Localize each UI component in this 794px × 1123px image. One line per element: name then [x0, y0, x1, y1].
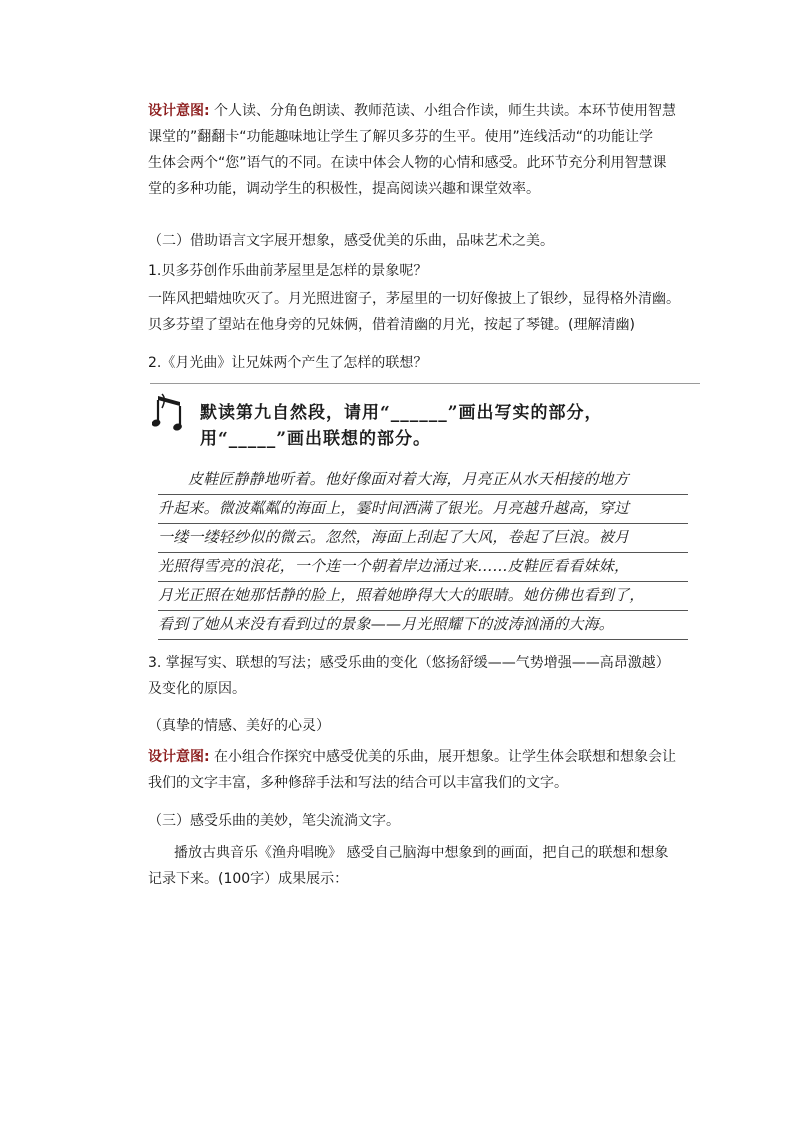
- passage-line: 皮鞋匠静静地听着。他好像面对着大海，月亮正从水天相接的地方: [158, 466, 688, 495]
- passage-line: 月光正照在她那恬静的脸上，照着她睁得大大的眼睛。她仿佛也看到了，: [158, 582, 688, 611]
- text-line: 设计意图: 在小组合作探究中感受优美的乐曲，展开想象。让学生体会联想和想象会让: [148, 749, 677, 765]
- text-line: 及变化的原因。: [148, 681, 246, 697]
- answer-1: [148, 286, 708, 338]
- final-paragraph: [148, 840, 708, 892]
- passage-line: 一缕一缕轻纱似的微云。忽然，海面上刮起了大风，卷起了巨浪。被月: [158, 524, 688, 553]
- card-instruction-line-2: 用“_____”画出联想的部分。: [200, 429, 432, 449]
- text-line: 播放古典音乐《渔舟唱晚》 感受自己脑海中想象到的画面，把自己的联想和想象: [174, 845, 669, 861]
- question-1: 1.贝多芬创作乐曲前茅屋里是怎样的景象呢？: [148, 263, 428, 279]
- passage-line: 光照得雪亮的浪花，一个连一个朝着岸边涌过来……皮鞋匠看看妹妹，: [158, 553, 688, 582]
- design-intent-label: 设计意图:: [148, 103, 210, 119]
- text-line: 设计意图: 个人读、分角色朗读、教师范读、小组合作读，师生共读。本环节使用智慧: [148, 103, 677, 119]
- point-3-note: （真挚的情感、美好的心灵）: [148, 718, 330, 734]
- design-intent-label: 设计意图:: [148, 749, 210, 765]
- music-note-icon: [152, 392, 186, 434]
- card-top-rule: [150, 383, 700, 384]
- point-3: [148, 650, 708, 702]
- design-intent-paragraph-1: [148, 98, 708, 202]
- text-line: 3. 掌握写实、联想的写法；感受乐曲的变化（悠扬舒缓——气势增强——高昂激越）: [148, 655, 670, 671]
- reading-passage: [158, 466, 688, 640]
- passage-line: 看到了她从来没有看到过的景象——月光照耀下的波涛汹涌的大海。: [158, 611, 688, 640]
- text-line: 我们的文字丰富，多种修辞手法和写法的结合可以丰富我们的文字。: [148, 775, 568, 791]
- card-instruction-line-1: 默读第九自然段，请用“______”画出写实的部分，: [200, 403, 603, 423]
- question-2: 2.《月光曲》让兄妹两个产生了怎样的联想？: [148, 355, 428, 371]
- design-intent-paragraph-2: [148, 744, 708, 796]
- text-line: 生体会两个“您”语气的不同。在读中体会人物的心情和感受。此环节充分利用智慧课: [148, 155, 667, 171]
- passage-line: 升起来。微波粼粼的海面上，霎时间洒满了银光。月亮越升越高，穿过: [158, 495, 688, 524]
- text-line: 贝多芬望了望站在他身旁的兄妹俩，借着清幽的月光，按起了琴键。(理解清幽): [148, 317, 635, 333]
- text-line: 记录下来。(100字）成果展示：: [148, 871, 349, 887]
- text-line: 堂的多种功能，调动学生的积极性，提高阅读兴趣和课堂效率。: [148, 181, 540, 197]
- section-2-heading: （二）借助语言文字展开想象，感受优美的乐曲，品味艺术之美。: [148, 233, 554, 249]
- section-3-heading: （三）感受乐曲的美妙，笔尖流淌文字。: [148, 813, 400, 829]
- text-line: 一阵风把蜡烛吹灭了。月光照进窗子，茅屋里的一切好像披上了银纱，显得格外清幽。: [148, 291, 680, 307]
- text-line: 课堂的”翻翻卡“功能趣味地让学生了解贝多芬的生平。使用”连线活动“的功能让学: [148, 129, 654, 145]
